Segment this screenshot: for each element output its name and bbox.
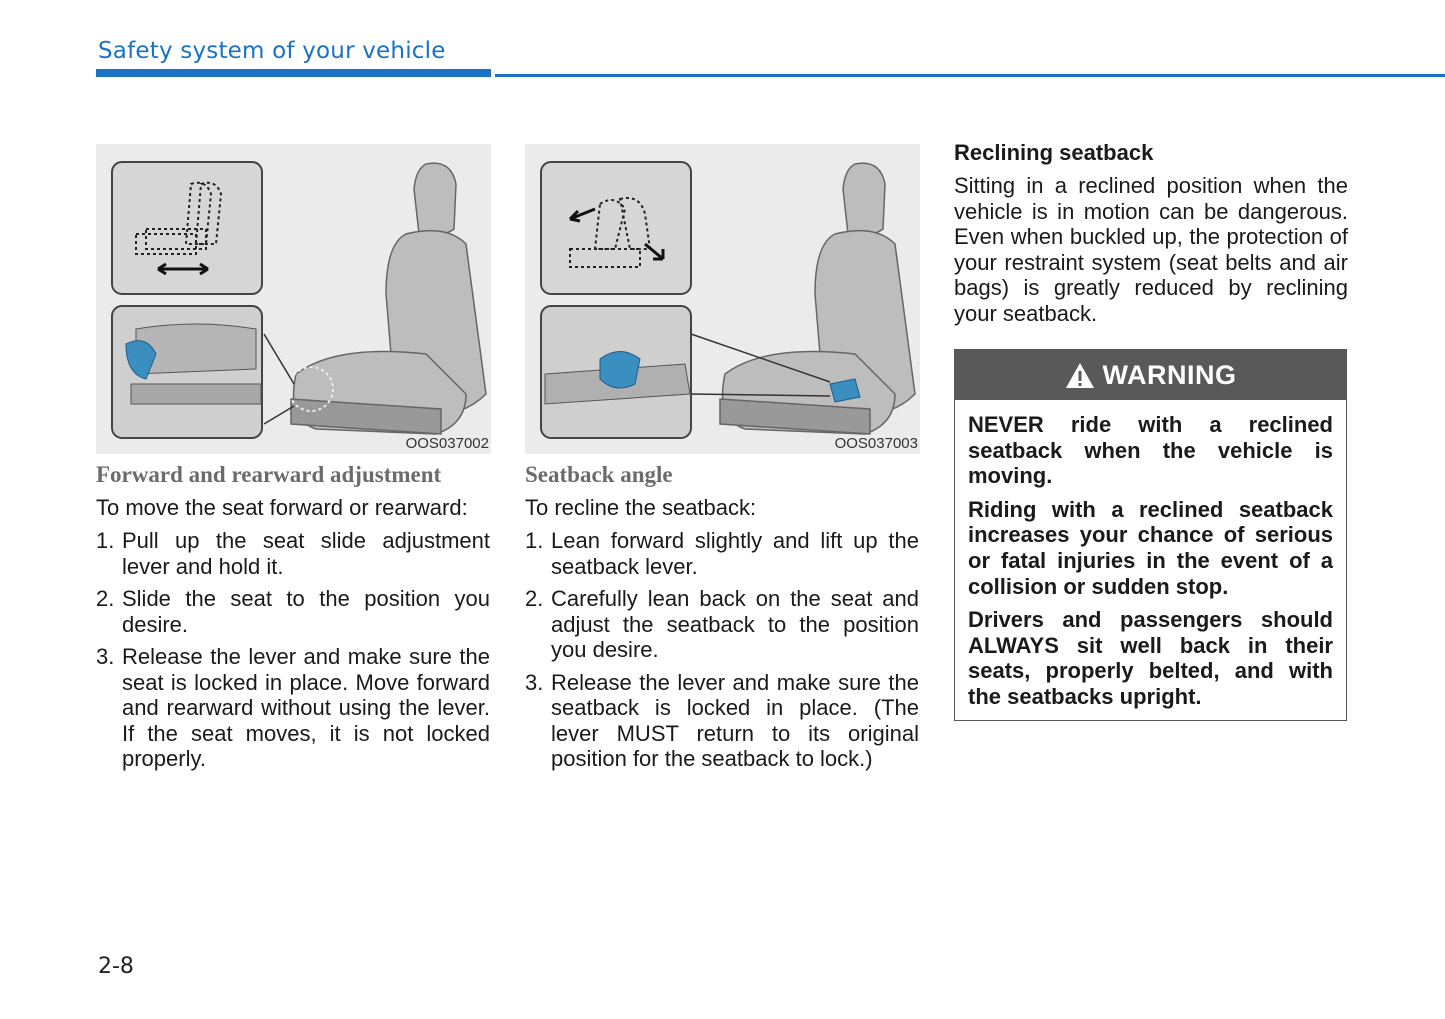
header-rule-thick — [96, 69, 491, 77]
list-item — [96, 586, 490, 637]
step-number: 1. — [525, 528, 544, 553]
reclining-paragraph: Sitting in a reclined position when the vehicle is in motion can be dangerous. Even when buckled up, the protection of your restraint system (seat belts and air bags) is greatly reduced by reclining your seatback. — [954, 173, 1348, 326]
step-text: Pull up the seat slide adjustment lever and hold it. — [122, 528, 490, 579]
step-number: 3. — [96, 644, 115, 669]
header-rule-thin — [495, 74, 1445, 77]
warning-body — [955, 400, 1346, 710]
list-item — [525, 528, 919, 579]
intro-seatback: To recline the seatback: — [525, 495, 757, 520]
warning-paragraph: Drivers and passengers should ALWAYS sit well back in their seats, properly belted, and with the seatbacks upright. — [968, 607, 1333, 709]
steps-seatback — [525, 528, 919, 779]
list-item — [525, 670, 919, 772]
heading-reclining-seatback: Reclining seatback — [954, 140, 1154, 165]
figure-code: OOS037003 — [834, 435, 918, 452]
warning-paragraph: Riding with a reclined seatback increases your chance of serious or fatal injuries in the event of a collision or sudden stop. — [968, 496, 1333, 599]
step-text: Release the lever and make sure the seatback is locked in place. (The lever MUST return to its original position for the seatback to lock.) — [551, 669, 919, 771]
list-item — [96, 644, 490, 772]
seat-slide-figure — [96, 144, 491, 454]
step-text: Carefully lean back on the seat and adjust the seatback to the position you desire. — [551, 586, 919, 662]
step-text: Release the lever and make sure the seat is locked in place. Move forward and rearward without using the lever. If the seat moves, it is not locked properly. — [122, 644, 490, 771]
section-title: Safety system of your vehicle — [98, 38, 446, 64]
steps-forward-rearward — [96, 528, 490, 779]
step-number: 1. — [96, 528, 115, 553]
step-text: Lean forward slightly and lift up the seatback lever. — [551, 528, 919, 579]
warning-title: WARNING — [1102, 359, 1237, 390]
seatback-illustration — [525, 144, 920, 454]
warning-triangle-icon — [1065, 362, 1095, 389]
warning-header — [955, 350, 1346, 400]
heading-forward-rearward: Forward and rearward adjustment — [96, 462, 442, 487]
figure-code: OOS037002 — [405, 435, 489, 452]
step-number: 2. — [525, 586, 544, 611]
step-text: Slide the seat to the position you desire. — [122, 586, 490, 637]
warning-paragraph: NEVER ride with a reclined seatback when the vehicle is moving. — [968, 412, 1333, 489]
step-number: 2. — [96, 586, 115, 611]
seat-slide-illustration — [96, 144, 491, 454]
seatback-figure — [525, 144, 920, 454]
intro-forward-rearward: To move the seat forward or rearward: — [96, 495, 468, 520]
page-number: 2-8 — [98, 954, 134, 979]
warning-box — [954, 349, 1347, 721]
list-item — [525, 586, 919, 663]
list-item — [96, 528, 490, 579]
heading-seatback-angle: Seatback angle — [525, 462, 673, 487]
step-number: 3. — [525, 669, 544, 695]
